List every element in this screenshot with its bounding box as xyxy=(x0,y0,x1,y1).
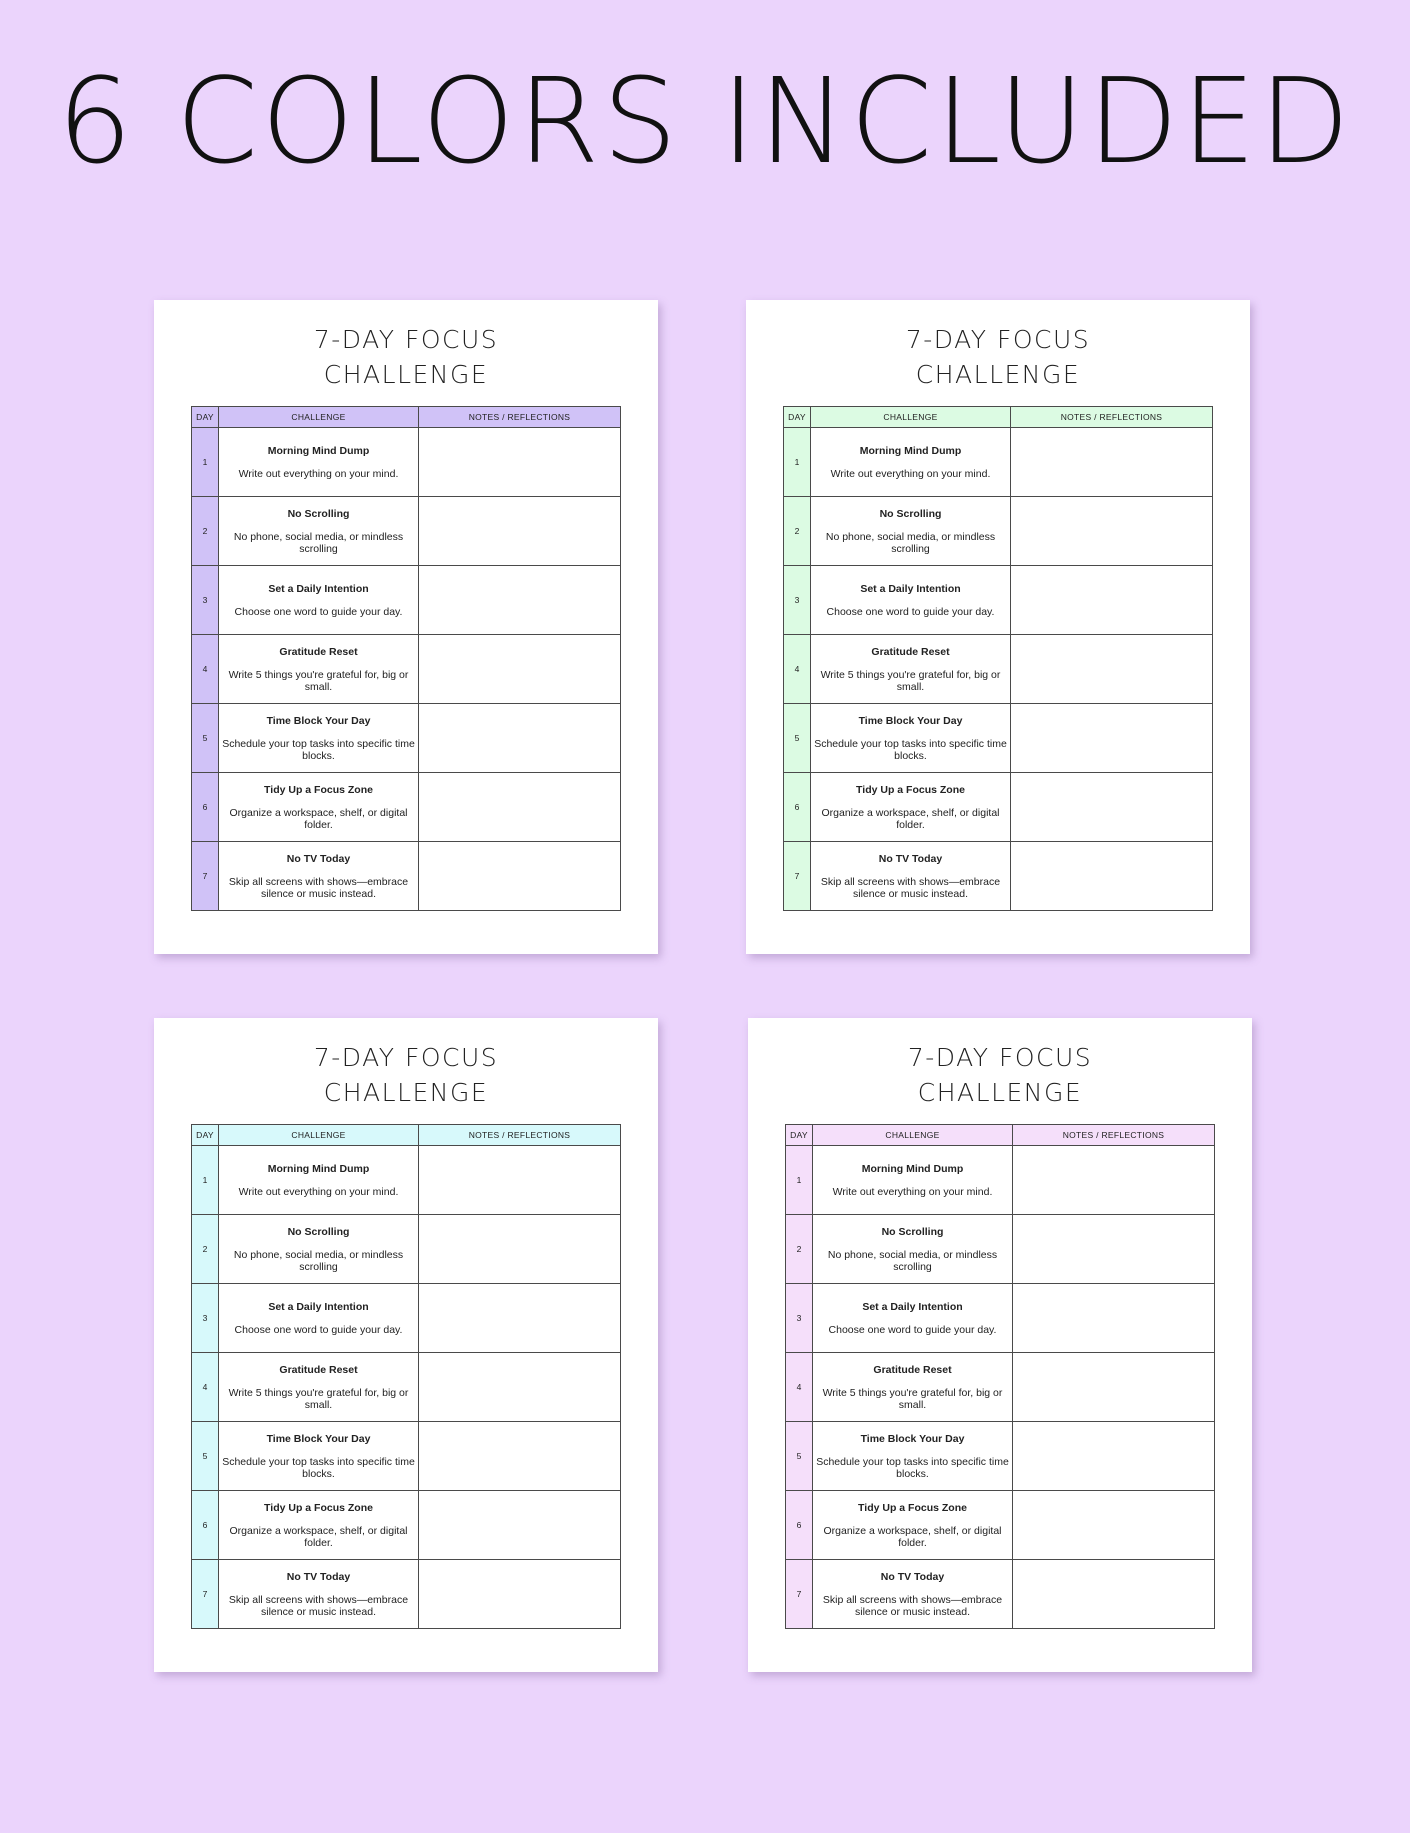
sheet-green xyxy=(746,300,1250,954)
table-row xyxy=(192,842,621,911)
challenge-cell xyxy=(811,704,1011,773)
table-row xyxy=(192,704,621,773)
sheet-title xyxy=(748,1040,1252,1110)
challenge-cell xyxy=(219,635,419,704)
day-number: 6 xyxy=(786,1491,813,1560)
day-number: 1 xyxy=(786,1146,813,1215)
table-row xyxy=(784,704,1213,773)
table-header-row xyxy=(786,1125,1215,1146)
day-number: 3 xyxy=(786,1284,813,1353)
table-row xyxy=(192,1422,621,1491)
challenge-title: Set a Daily Intention xyxy=(268,1300,369,1313)
notes-cell xyxy=(419,842,621,911)
challenge-cell xyxy=(219,704,419,773)
notes-cell xyxy=(1011,497,1213,566)
challenge-description: Write out everything on your mind. xyxy=(830,467,991,480)
notes-cell xyxy=(419,428,621,497)
challenge-cell xyxy=(813,1491,1013,1560)
notes-cell xyxy=(419,1215,621,1284)
challenge-description: Organize a workspace, shelf, or digital folder. xyxy=(229,1524,408,1549)
challenge-description: Schedule your top tasks into specific time blocks. xyxy=(222,1455,415,1480)
notes-cell xyxy=(419,704,621,773)
notes-cell xyxy=(1011,842,1213,911)
challenge-description: Skip all screens with shows—embrace silence or music instead. xyxy=(228,1593,409,1618)
sheet-cyan xyxy=(154,1018,658,1672)
challenge-title: Tidy Up a Focus Zone xyxy=(856,783,965,796)
challenge-title: Time Block Your Day xyxy=(266,1432,371,1445)
challenge-title: No TV Today xyxy=(286,852,351,865)
notes-cell xyxy=(1011,704,1213,773)
challenge-description: Write 5 things you're grateful for, big or small. xyxy=(228,668,409,693)
sheet-title xyxy=(154,322,658,392)
sheet-title-line1: 7-DAY FOCUS xyxy=(905,325,1091,354)
challenge-title: No Scrolling xyxy=(287,507,350,520)
column-header-challenge: CHALLENGE xyxy=(813,1125,1013,1146)
challenge-title: Morning Mind Dump xyxy=(267,444,370,457)
day-number: 5 xyxy=(786,1422,813,1491)
challenge-description: Skip all screens with shows—embrace silence or music instead. xyxy=(820,875,1001,900)
table-header-row xyxy=(784,407,1213,428)
day-number: 2 xyxy=(192,1215,219,1284)
challenge-description: Schedule your top tasks into specific time blocks. xyxy=(814,737,1007,762)
challenge-description: Skip all screens with shows—embrace silence or music instead. xyxy=(228,875,409,900)
table-row xyxy=(192,1146,621,1215)
day-number: 1 xyxy=(192,428,219,497)
sheet-title-line2: CHALLENGE xyxy=(915,360,1081,389)
day-number: 3 xyxy=(192,1284,219,1353)
challenge-cell xyxy=(219,1560,419,1629)
day-number: 6 xyxy=(192,773,219,842)
column-header-day: DAY xyxy=(786,1125,813,1146)
table-row xyxy=(784,773,1213,842)
challenge-cell xyxy=(813,1215,1013,1284)
day-number: 4 xyxy=(786,1353,813,1422)
notes-cell xyxy=(1013,1491,1215,1560)
notes-cell xyxy=(1011,635,1213,704)
challenge-cell xyxy=(811,635,1011,704)
day-number: 4 xyxy=(784,635,811,704)
table-row xyxy=(192,1491,621,1560)
column-header-day: DAY xyxy=(784,407,811,428)
column-header-day: DAY xyxy=(192,1125,219,1146)
challenge-cell xyxy=(813,1422,1013,1491)
challenge-title: Time Block Your Day xyxy=(266,714,371,727)
challenge-title: No Scrolling xyxy=(287,1225,350,1238)
table-row xyxy=(192,773,621,842)
notes-cell xyxy=(419,566,621,635)
challenge-table xyxy=(191,1124,621,1629)
table-row xyxy=(784,566,1213,635)
day-number: 2 xyxy=(784,497,811,566)
challenge-description: Write 5 things you're grateful for, big or small. xyxy=(822,1386,1003,1411)
table-row xyxy=(786,1491,1215,1560)
notes-cell xyxy=(419,1491,621,1560)
challenge-title: Morning Mind Dump xyxy=(267,1162,370,1175)
challenge-title: Set a Daily Intention xyxy=(268,582,369,595)
table-row xyxy=(192,1215,621,1284)
challenge-table xyxy=(783,406,1213,911)
challenge-cell xyxy=(219,566,419,635)
challenge-title: No Scrolling xyxy=(879,507,942,520)
day-number: 2 xyxy=(786,1215,813,1284)
challenge-cell xyxy=(811,428,1011,497)
challenge-table xyxy=(785,1124,1215,1629)
challenge-title: No TV Today xyxy=(880,1570,945,1583)
table-row xyxy=(784,497,1213,566)
sheet-title-line1: 7-DAY FOCUS xyxy=(313,1043,499,1072)
challenge-table xyxy=(191,406,621,911)
challenge-description: Organize a workspace, shelf, or digital folder. xyxy=(229,806,408,831)
challenge-title: Set a Daily Intention xyxy=(860,582,961,595)
table-row xyxy=(786,1560,1215,1629)
day-number: 7 xyxy=(192,842,219,911)
notes-cell xyxy=(419,635,621,704)
challenge-description: No phone, social media, or mindless scrolling xyxy=(827,1248,998,1273)
challenge-title: Tidy Up a Focus Zone xyxy=(858,1501,967,1514)
table-row xyxy=(192,1284,621,1353)
table-row xyxy=(786,1284,1215,1353)
challenge-cell xyxy=(813,1560,1013,1629)
notes-cell xyxy=(1013,1560,1215,1629)
column-header-notes: NOTES / REFLECTIONS xyxy=(419,407,621,428)
notes-cell xyxy=(419,773,621,842)
day-number: 3 xyxy=(192,566,219,635)
notes-cell xyxy=(1013,1215,1215,1284)
table-header-row xyxy=(192,1125,621,1146)
table-row xyxy=(786,1146,1215,1215)
challenge-description: Schedule your top tasks into specific time blocks. xyxy=(816,1455,1009,1480)
page-headline: 6 COLORS INCLUDED xyxy=(57,52,1353,190)
day-number: 7 xyxy=(786,1560,813,1629)
challenge-title: Gratitude Reset xyxy=(873,1363,952,1376)
notes-cell xyxy=(1013,1353,1215,1422)
challenge-title: Set a Daily Intention xyxy=(862,1300,963,1313)
table-row xyxy=(192,635,621,704)
sheet-title-line2: CHALLENGE xyxy=(323,360,489,389)
notes-cell xyxy=(1013,1146,1215,1215)
table-header-row xyxy=(192,407,621,428)
challenge-description: No phone, social media, or mindless scrolling xyxy=(233,1248,404,1273)
challenge-description: Write out everything on your mind. xyxy=(832,1185,993,1198)
challenge-cell xyxy=(811,773,1011,842)
challenge-description: Write 5 things you're grateful for, big or small. xyxy=(228,1386,409,1411)
challenge-description: Choose one word to guide your day. xyxy=(826,605,995,618)
challenge-cell xyxy=(811,566,1011,635)
column-header-notes: NOTES / REFLECTIONS xyxy=(1011,407,1213,428)
challenge-description: Organize a workspace, shelf, or digital folder. xyxy=(821,806,1000,831)
challenge-title: Time Block Your Day xyxy=(858,714,963,727)
challenge-cell xyxy=(813,1284,1013,1353)
challenge-title: Gratitude Reset xyxy=(279,645,358,658)
challenge-description: No phone, social media, or mindless scrolling xyxy=(233,530,404,555)
day-number: 6 xyxy=(192,1491,219,1560)
sheet-title-line2: CHALLENGE xyxy=(323,1078,489,1107)
notes-cell xyxy=(419,1146,621,1215)
day-number: 6 xyxy=(784,773,811,842)
column-header-day: DAY xyxy=(192,407,219,428)
table-row xyxy=(784,428,1213,497)
challenge-title: Gratitude Reset xyxy=(279,1363,358,1376)
column-header-notes: NOTES / REFLECTIONS xyxy=(1013,1125,1215,1146)
challenge-cell xyxy=(219,773,419,842)
table-row xyxy=(786,1215,1215,1284)
day-number: 4 xyxy=(192,1353,219,1422)
table-row xyxy=(786,1353,1215,1422)
table-row xyxy=(192,1353,621,1422)
notes-cell xyxy=(419,1353,621,1422)
day-number: 1 xyxy=(192,1146,219,1215)
table-row xyxy=(192,497,621,566)
challenge-description: Write 5 things you're grateful for, big or small. xyxy=(820,668,1001,693)
challenge-description: Schedule your top tasks into specific time blocks. xyxy=(222,737,415,762)
table-row xyxy=(786,1422,1215,1491)
column-header-challenge: CHALLENGE xyxy=(219,407,419,428)
challenge-cell xyxy=(813,1353,1013,1422)
challenge-title: Morning Mind Dump xyxy=(861,1162,964,1175)
day-number: 5 xyxy=(192,704,219,773)
notes-cell xyxy=(1011,428,1213,497)
notes-cell xyxy=(419,1422,621,1491)
challenge-cell xyxy=(219,428,419,497)
column-header-challenge: CHALLENGE xyxy=(811,407,1011,428)
challenge-title: No Scrolling xyxy=(881,1225,944,1238)
challenge-cell xyxy=(219,1215,419,1284)
day-number: 3 xyxy=(784,566,811,635)
challenge-title: Tidy Up a Focus Zone xyxy=(264,1501,373,1514)
sheet-title-line2: CHALLENGE xyxy=(917,1078,1083,1107)
day-number: 4 xyxy=(192,635,219,704)
notes-cell xyxy=(419,1560,621,1629)
notes-cell xyxy=(419,497,621,566)
table-row xyxy=(784,635,1213,704)
challenge-title: Morning Mind Dump xyxy=(859,444,962,457)
challenge-description: Skip all screens with shows—embrace silence or music instead. xyxy=(822,1593,1003,1618)
sheet-title xyxy=(746,322,1250,392)
challenge-title: No TV Today xyxy=(878,852,943,865)
challenge-title: Tidy Up a Focus Zone xyxy=(264,783,373,796)
challenge-title: No TV Today xyxy=(286,1570,351,1583)
sheet-purple xyxy=(154,300,658,954)
sheet-title-line1: 7-DAY FOCUS xyxy=(907,1043,1093,1072)
challenge-cell xyxy=(813,1146,1013,1215)
challenge-cell xyxy=(219,1422,419,1491)
challenge-cell xyxy=(219,1284,419,1353)
challenge-title: Time Block Your Day xyxy=(860,1432,965,1445)
day-number: 5 xyxy=(784,704,811,773)
challenge-description: Choose one word to guide your day. xyxy=(234,1323,403,1336)
challenge-description: Choose one word to guide your day. xyxy=(828,1323,997,1336)
challenge-description: No phone, social media, or mindless scrolling xyxy=(825,530,996,555)
challenge-description: Write out everything on your mind. xyxy=(238,1185,399,1198)
column-header-notes: NOTES / REFLECTIONS xyxy=(419,1125,621,1146)
notes-cell xyxy=(419,1284,621,1353)
notes-cell xyxy=(1013,1422,1215,1491)
day-number: 7 xyxy=(784,842,811,911)
notes-cell xyxy=(1011,566,1213,635)
sheet-title xyxy=(154,1040,658,1110)
challenge-cell xyxy=(811,842,1011,911)
sheet-title-line1: 7-DAY FOCUS xyxy=(313,325,499,354)
notes-cell xyxy=(1011,773,1213,842)
challenge-cell xyxy=(219,1491,419,1560)
challenge-cell xyxy=(219,1353,419,1422)
day-number: 7 xyxy=(192,1560,219,1629)
day-number: 1 xyxy=(784,428,811,497)
sheet-pink xyxy=(748,1018,1252,1672)
challenge-cell xyxy=(219,842,419,911)
challenge-title: Gratitude Reset xyxy=(871,645,950,658)
challenge-cell xyxy=(219,1146,419,1215)
day-number: 5 xyxy=(192,1422,219,1491)
challenge-cell xyxy=(219,497,419,566)
day-number: 2 xyxy=(192,497,219,566)
column-header-challenge: CHALLENGE xyxy=(219,1125,419,1146)
challenge-description: Choose one word to guide your day. xyxy=(234,605,403,618)
challenge-cell xyxy=(811,497,1011,566)
challenge-description: Organize a workspace, shelf, or digital folder. xyxy=(823,1524,1002,1549)
table-row xyxy=(192,566,621,635)
table-row xyxy=(192,1560,621,1629)
table-row xyxy=(192,428,621,497)
challenge-description: Write out everything on your mind. xyxy=(238,467,399,480)
notes-cell xyxy=(1013,1284,1215,1353)
table-row xyxy=(784,842,1213,911)
